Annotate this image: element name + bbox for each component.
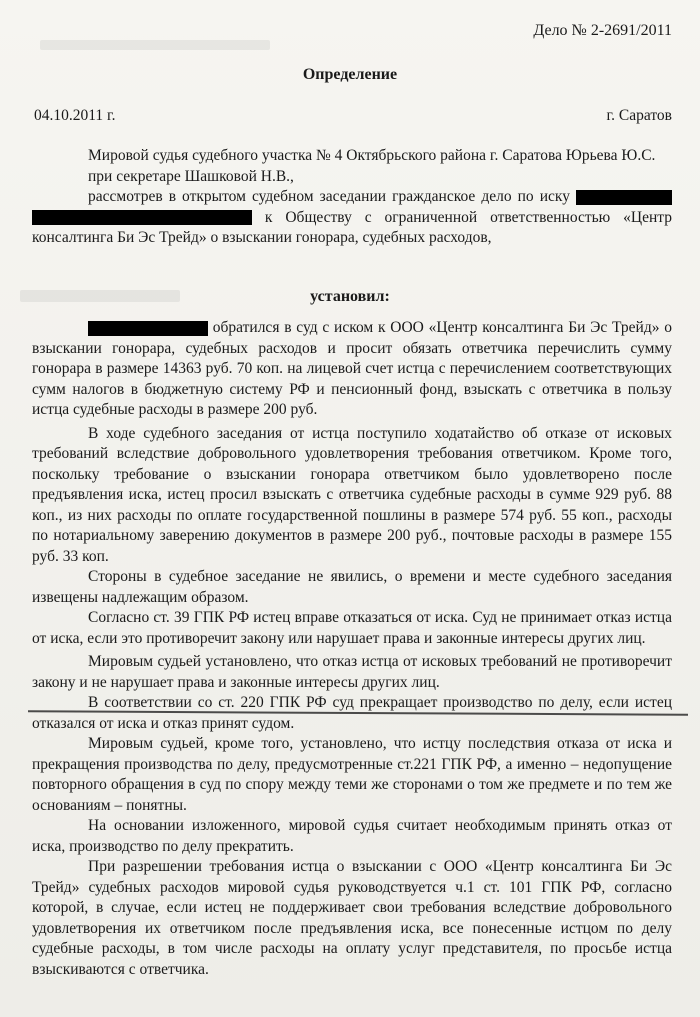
paragraph-1-text: обратился в суд с иском к ООО «Центр консалтинга Би Эс Трейд» о взыскании гонорара, судебных расходов и просит обязать ответчика перечислить сумму гонорара в размере 14363 руб. 70 коп. на лицевой счет истца с перечислением соответствующих сумм налогов в бюджетную систему РФ и пенсионный фонд, взыскать с ответчика в пользу истца судебные расходы в размере 200 руб. — [32, 319, 672, 418]
paragraph-4: Согласно ст. 39 ГПК РФ истец вправе отказаться от иска. Суд не принимает отказ истца от иска, если это противоречит закону или нарушает права и законные интересы других лиц. — [32, 609, 672, 647]
document-city: г. Саратов — [606, 107, 672, 124]
paragraph-1 — [32, 318, 672, 421]
paragraph-6: В соответствии со ст. 220 ГПК РФ суд прекращает производство по делу, если истец отказался от иска и отказ принят судом. — [32, 694, 672, 732]
redaction-box — [32, 210, 252, 225]
intro-case — [32, 187, 672, 249]
paragraph-7: Мировым судьей, кроме того, установлено, что истцу последствия отказа от иска и прекращения производства по делу, предусмотренные ст.221 ГПК РФ, а именно – недопущение повторного обращения в суд по спору между теми же сторонами о том же предмете и по тем же основаниям – понятны. — [32, 735, 672, 814]
main-block — [32, 318, 672, 980]
intro-secretary: при секретаре Шашковой Н.В., — [88, 167, 294, 185]
intro-case-text-b: к Обществу с ограниченной ответственностью «Центр консалтинга Би Эс Трейд» о взыскании гонорара, судебных расходов, — [32, 208, 673, 246]
intro-case-text-a: рассмотрев в открытом судебном заседании гражданское дело по иску — [88, 188, 570, 205]
paragraph-2: В ходе судебного заседания от истца поступило ходатайство об отказе от исковых требований вследствие добровольного удовлетворения требования ответчиком. Кроме того, поскольку требование о взыскании гонорара ответчиком было удовлетворено после предъявления иска, истец просил взыскать с ответчика судебные расходы в сумме 929 руб. 88 коп., из них расходы по оплате государственной пошлины в размере 574 руб. 55 коп., расходы по нотариальному заверению документов в размере 200 руб., почтовые расходы в размере 155 руб. 33 коп. — [32, 424, 672, 565]
paragraph-9: При разрешении требования истца о взыскании с ООО «Центр консалтинга Би Эс Трейд» судебных расходов мировой судья руководствуется ч.1 ст. 101 ГПК РФ, согласно которой, в случае, если истец не поддерживает свои требования вследствие добровольного удовлетворения их ответчиком после предъявления иска, все понесенные истцом по делу судебные расходы, в том числе расходы на оплату услуг представителя, по просьбе истца взыскиваются с ответчика. — [32, 858, 672, 978]
intro-judge: Мировой судья судебного участка № 4 Октябрьского района г. Саратова Юрьева Ю.С. — [88, 147, 656, 164]
document-title: Определение — [302, 66, 398, 83]
redaction-box — [88, 321, 208, 336]
paragraph-8: На основании изложенного, мировой судья считает необходимым принять отказ от иска, производство по делу прекратить. — [32, 817, 672, 855]
section-heading: установил: — [310, 288, 390, 305]
document-date: 04.10.2011 г. — [34, 107, 116, 124]
paragraph-5: Мировым судьей установлено, что отказ истца от исковых требований не противоречит закону и не нарушает права и законные интересы других лиц. — [32, 653, 672, 691]
intro-block — [32, 146, 672, 249]
redaction-box — [576, 190, 672, 205]
scan-artifact — [20, 290, 180, 302]
scan-artifact — [40, 40, 270, 50]
paragraph-3: Стороны в судебное заседание не явились, о времени и месте судебного заседания извещены надлежащим образом. — [32, 568, 672, 606]
case-number: Дело № 2-2691/2011 — [533, 22, 672, 39]
